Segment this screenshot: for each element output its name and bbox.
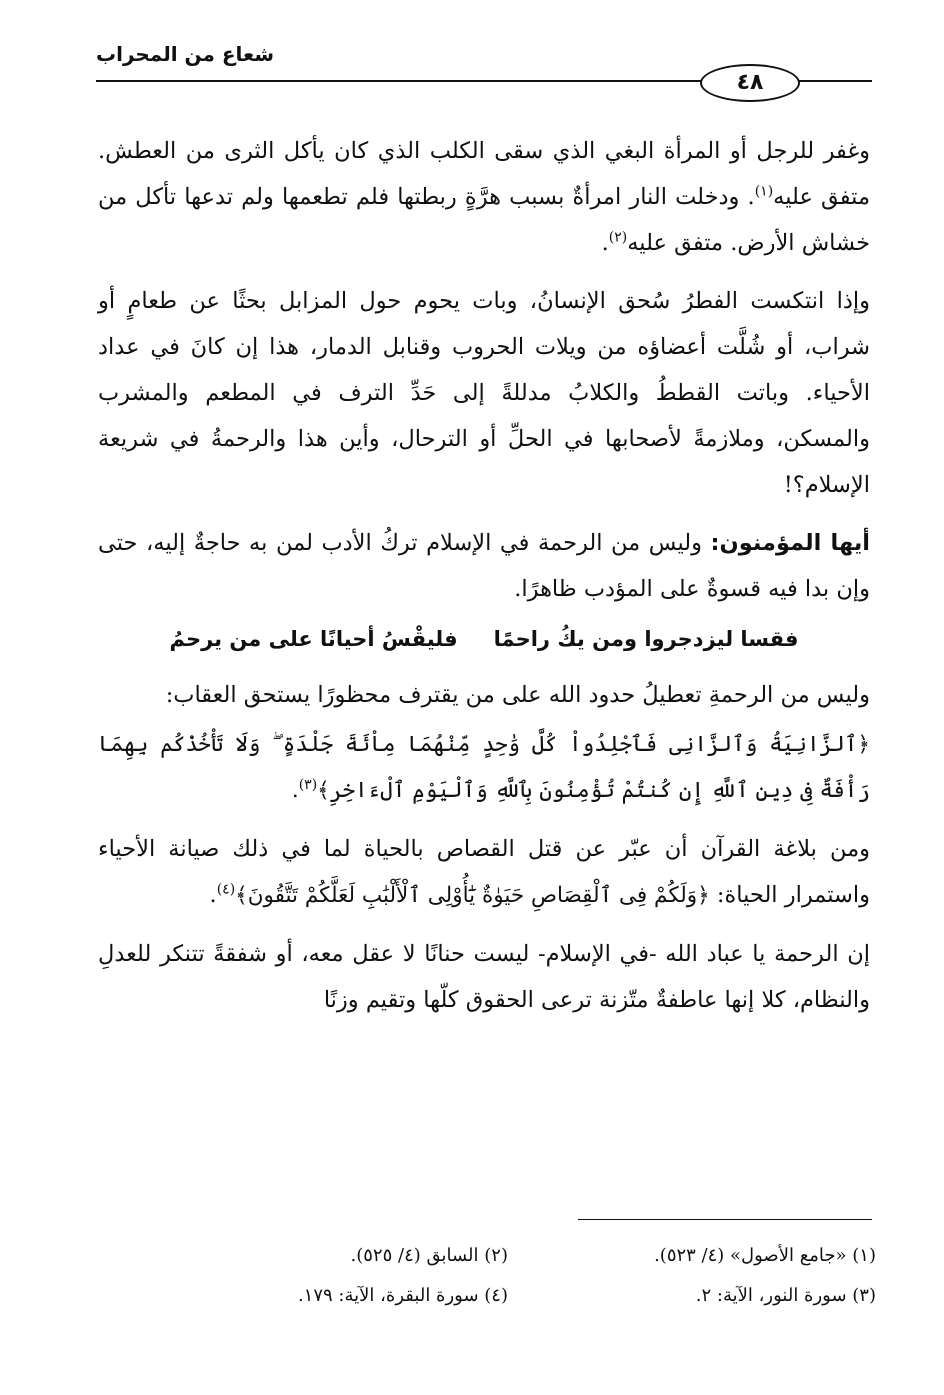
paragraph-4: وليس من الرحمةِ تعطيلُ حدود الله على من يقترف محظورًا يستحق العقاب: [165,682,870,708]
page-number-badge: ٤٨ [700,64,800,102]
paragraph-1 [98,128,870,266]
running-header-title: شعاع من المحراب [96,42,275,66]
footnotes-row-1 [140,1236,876,1276]
paragraph-3 [98,520,870,612]
quran-verse-1-text: ﴿ٱلزَّانِيَةُ وَٱلزَّانِى فَٱجْلِدُواْ كُلَّ وَٰحِدٍ مِّنْهُمَا مِاْئَةَ جَلْدَةٍ ۖ وَلَا تَأْخُذْكُم بِهِمَا رَأْفَةٌ فِى دِينِ ٱللَّهِ إِن كُنتُمْ تُؤْمِنُونَ بِٱللَّهِ وَٱلْيَوْمِ ٱلْءَاخِرِ﴾ [98,732,870,803]
footnote-ref-2: (٢) [608,229,628,246]
poem-hemistich-2: فليقْسُ أحيانًا على من يرحمُ [169,627,458,651]
paragraph-6: إن الرحمة يا عباد الله -في الإسلام- ليست حنانًا لا عقل معه، أو شفقةً تتنكر للعدلِ والنظام، كلا إنها عاطفةٌ متّزنة ترعى الحقوق كلّها وتقيم وزنًا [98,941,870,1013]
paragraph-5-end: . [209,882,217,908]
paragraph-1-text: وغفر للرجل أو المرأة البغي الذي سقى الكلب الذي كان يأكل الثرى من العطش. متفق عليه [98,138,870,210]
main-text [98,128,870,1035]
paragraph-2: وإذا انتكست الفطرُ سُحق الإنسانُ، وبات يحوم حول المزابل بحثًا عن طعامٍ أو شراب، أو شُلَّت أعضاؤه من ويلات الحروب وقنابل الدمار، هذا إن كانَ في عداد الأحياء. وباتت القططُ والكلابُ مدللةً إلى حَدِّ الترف في المطعم والمشرب والمسكن، وملازمةً لأصحابها في الحلِّ أو الترحال، وأين هذا والرحمةُ في شريعة الإسلام؟! [98,288,870,498]
quran-verse-1-end: . [291,778,299,803]
footnote-ref-1: (١) [754,183,774,200]
paragraph-1-continued: . ودخلت النار امرأةٌ بسبب هرَّةٍ ربطتها فلم تطعمها ولم تدعها تأكل من خشاش الأرض. متفق عليه [98,184,870,256]
footnote-1: (١) «جامع الأصول» (٤/ ٥٢٣). [654,1245,876,1266]
paragraph-5 [98,826,870,919]
footnotes [140,1236,876,1316]
footnote-4: (٤) سورة البقرة، الآية: ١٧٩. [297,1285,508,1306]
poem-hemistich-1: فقسا ليزدجروا ومن يكُ راحمًا [493,627,799,651]
footnote-rule [578,1219,872,1220]
quran-verse-1 [98,722,870,814]
paragraph-3-lead: أيها المؤمنون: [710,530,871,556]
footnote-2: (٢) السابق (٤/ ٥٢٥). [350,1245,508,1266]
paragraph-5-text: ومن بلاغة القرآن أن عبّر عن قتل القصاص بالحياة لما في ذلك صيانة الأحياء واستمرار الحياة: [98,836,870,908]
poem-line [98,616,870,662]
paragraph-1-end: . [601,230,609,256]
footnote-3: (٣) سورة النور، الآية: ٢. [695,1285,876,1306]
footnote-ref-4: (٤) [216,881,236,898]
paragraph-3-text: وليس من الرحمة في الإسلام تركُ الأدب لمن به حاجةٌ إليه، حتى وإن بدا فيه قسوةٌ على المؤدب ظاهرًا. [98,530,870,602]
footnotes-row-2 [140,1276,876,1316]
quran-verse-2: ﴿وَلَكُمْ فِى ٱلْقِصَاصِ حَيَوٰةٌ يَٰٓأُوْلِى ٱلْأَلْبَٰبِ لَعَلَّكُمْ تَتَّقُونَ﴾ [235,883,710,908]
footnote-ref-3: (٣) [298,776,318,793]
